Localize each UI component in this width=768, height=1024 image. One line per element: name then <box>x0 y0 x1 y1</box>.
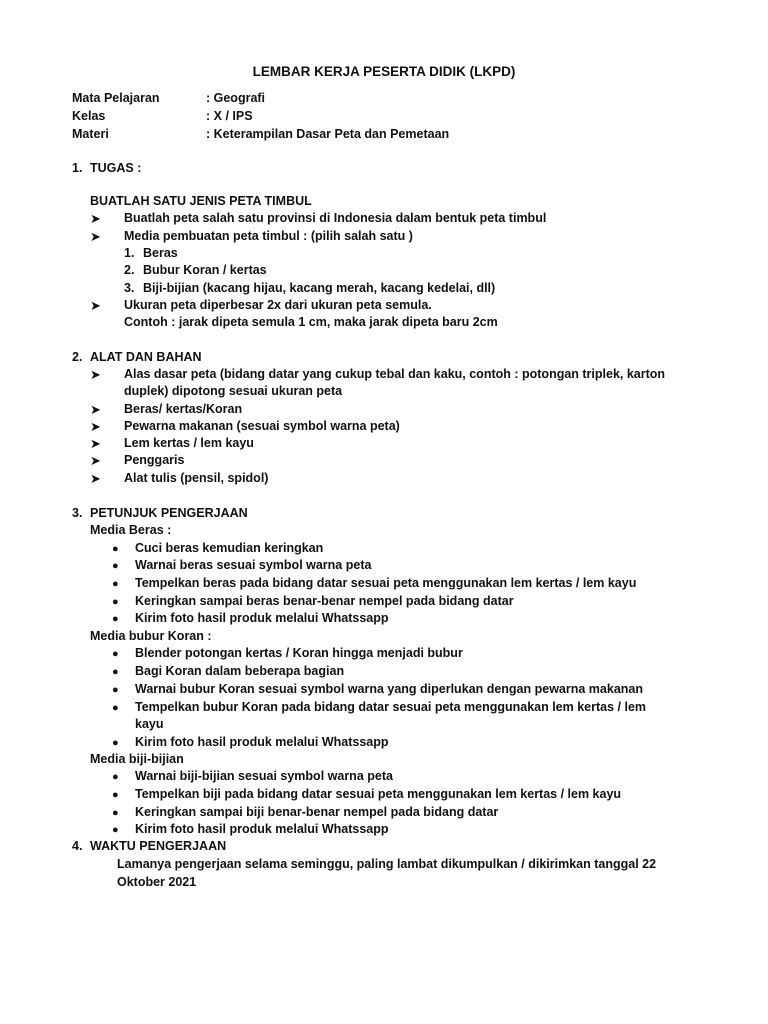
media-option-number: 2. <box>124 263 135 277</box>
task-item: Ukuran peta diperbesar 2x dari ukuran peta semula. <box>124 298 432 312</box>
info-value-material: : Keterampilan Dasar Peta dan Pemetaan <box>206 127 450 141</box>
dot-bullet-icon: ● <box>112 824 119 836</box>
instruction-item: Kirim foto hasil produk melalui Whatssapp <box>135 611 389 625</box>
material-item-continued: duplek) dipotong sesuai ukuran peta <box>124 384 343 398</box>
instruction-item: Tempelkan beras pada bidang datar sesuai peta menggunakan lem kertas / lem kayu <box>135 576 637 590</box>
deadline-text-continued: Oktober 2021 <box>117 875 197 889</box>
arrow-bullet-icon: ➤ <box>90 211 101 226</box>
instruction-item: Keringkan sampai beras benar-benar nempel pada bidang datar <box>135 594 514 608</box>
instruction-item: Kirim foto hasil produk melalui Whatssapp <box>135 735 389 749</box>
material-item: Alat tulis (pensil, spidol) <box>124 471 269 485</box>
dot-bullet-icon: ● <box>112 789 119 801</box>
section-1-subheading: BUATLAH SATU JENIS PETA TIMBUL <box>90 194 312 208</box>
dot-bullet-icon: ● <box>112 807 119 819</box>
instruction-item: Kirim foto hasil produk melalui Whatssapp <box>135 822 389 836</box>
material-item: Lem kertas / lem kayu <box>124 436 254 450</box>
dot-bullet-icon: ● <box>112 666 119 678</box>
instruction-item: Blender potongan kertas / Koran hingga menjadi bubur <box>135 646 463 660</box>
section-1-number: 1. <box>72 161 83 175</box>
task-item: Media pembuatan peta timbul : (pilih salah satu ) <box>124 229 413 243</box>
material-item: Beras/ kertas/Koran <box>124 402 243 416</box>
instruction-item: Cuci beras kemudian keringkan <box>135 541 324 555</box>
media-option: Beras <box>143 246 178 260</box>
arrow-bullet-icon: ➤ <box>90 402 101 417</box>
info-label-class: Kelas <box>72 109 106 123</box>
dot-bullet-icon: ● <box>112 596 119 608</box>
instruction-item: Tempelkan bubur Koran pada bidang datar sesuai peta menggunakan lem kertas / lem <box>135 700 647 714</box>
info-value-subject: : Geografi <box>206 91 266 105</box>
section-2-number: 2. <box>72 350 83 364</box>
deadline-text: Lamanya pengerjaan selama seminggu, paling lambat dikumpulkan / dikirimkan tanggal 22 <box>117 857 657 871</box>
info-label-subject: Mata Pelajaran <box>72 91 160 105</box>
arrow-bullet-icon: ➤ <box>90 229 101 244</box>
instruction-item: Warnai bubur Koran sesuai symbol warna yang diperlukan dengan pewarna makanan <box>135 682 644 696</box>
media-option: Biji-bijian (kacang hijau, kacang merah, kacang kedelai, dll) <box>143 281 496 295</box>
media-option-number: 1. <box>124 246 135 260</box>
dot-bullet-icon: ● <box>112 543 119 555</box>
section-4-number: 4. <box>72 839 83 853</box>
dot-bullet-icon: ● <box>112 737 119 749</box>
section-3-heading: PETUNJUK PENGERJAAN <box>90 506 248 520</box>
media-bubur-title: Media bubur Koran : <box>90 629 212 643</box>
material-item: Penggaris <box>124 453 185 467</box>
instruction-item: Bagi Koran dalam beberapa bagian <box>135 664 345 678</box>
media-beras-title: Media Beras : <box>90 523 172 537</box>
media-option: Bubur Koran / kertas <box>143 263 267 277</box>
arrow-bullet-icon: ➤ <box>90 436 101 451</box>
dot-bullet-icon: ● <box>112 648 119 660</box>
info-label-material: Materi <box>72 127 109 141</box>
task-item: Buatlah peta salah satu provinsi di Indonesia dalam bentuk peta timbul <box>124 211 547 225</box>
material-item: Alas dasar peta (bidang datar yang cukup tebal dan kaku, contoh : potongan triplek, karton <box>124 367 666 381</box>
instruction-item: Keringkan sampai biji benar-benar nempel pada bidang datar <box>135 805 499 819</box>
arrow-bullet-icon: ➤ <box>90 419 101 434</box>
dot-bullet-icon: ● <box>112 702 119 714</box>
page-title: LEMBAR KERJA PESERTA DIDIK (LKPD) <box>252 64 516 79</box>
dot-bullet-icon: ● <box>112 684 119 696</box>
info-value-class: : X / IPS <box>206 109 253 123</box>
dot-bullet-icon: ● <box>112 771 119 783</box>
arrow-bullet-icon: ➤ <box>90 453 101 468</box>
dot-bullet-icon: ● <box>112 560 119 572</box>
instruction-item: Tempelkan biji pada bidang datar sesuai peta menggunakan lem kertas / lem kayu <box>135 787 622 801</box>
arrow-bullet-icon: ➤ <box>90 471 101 486</box>
media-option-number: 3. <box>124 281 135 295</box>
section-2-heading: ALAT DAN BAHAN <box>90 350 202 364</box>
instruction-item-continued: kayu <box>135 717 164 731</box>
section-1-heading: TUGAS : <box>90 161 142 175</box>
arrow-bullet-icon: ➤ <box>90 298 101 313</box>
section-3-number: 3. <box>72 506 83 520</box>
section-4-heading: WAKTU PENGERJAAN <box>90 839 227 853</box>
dot-bullet-icon: ● <box>112 578 119 590</box>
arrow-bullet-icon: ➤ <box>90 367 101 382</box>
instruction-item: Warnai beras sesuai symbol warna peta <box>135 558 372 572</box>
task-example: Contoh : jarak dipeta semula 1 cm, maka jarak dipeta baru 2cm <box>124 315 498 329</box>
media-biji-title: Media biji-bijian <box>90 752 184 766</box>
material-item: Pewarna makanan (sesuai symbol warna peta) <box>124 419 400 433</box>
dot-bullet-icon: ● <box>112 613 119 625</box>
instruction-item: Warnai biji-bijian sesuai symbol warna peta <box>135 769 393 783</box>
